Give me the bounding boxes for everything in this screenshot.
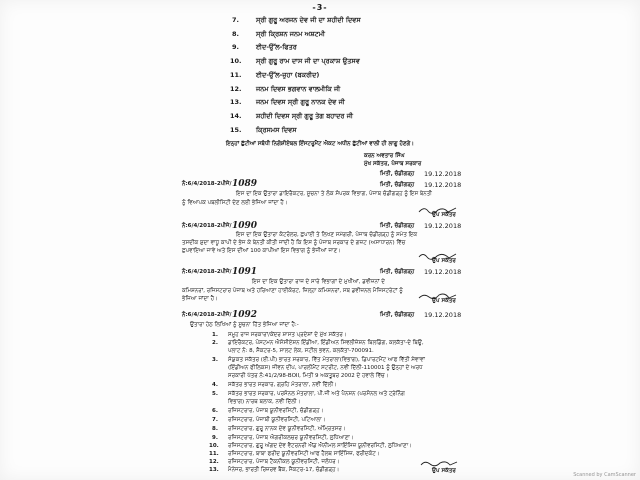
list-number: 9.	[232, 43, 239, 51]
list-number: 8.	[232, 30, 239, 38]
list-item: (ਇੰਡੀਅਨ ਫੀਲਿਕਸ) ਜੀਵਨ ਦੀਪ, ਪਾਰਲੀਮੈਂਟ ਸਟਰੀਟ, ਨਵੀਂ ਦਿੱਲੀ-110001 ਨੂੰ ਉਨ੍ਹਾਂ ਦੇ ਅਰਧ	[228, 365, 423, 371]
list-item: ਸਕੱਤਰ ਭਾਰਤ ਸਰਕਾਰ, ਗ੍ਰਹਿ ਮੰਤਰਾਲਾ, ਨਵੀਂ ਦਿੱਲੀ।	[228, 382, 337, 388]
list-number: 11.	[230, 71, 242, 79]
endorsement-body-line: ਇਸ ਦਾ ਇਕ ਉਤਾਰਾ ਡਾਇਰੈਕਟਰ, ਸੂਚਨਾ ਤੇ ਲੋਕ ਸੰਪਰਕ ਵਿਭਾਗ, ਪੰਜਾਬ ਚੰਡੀਗੜ੍ਹ ਨੂੰ ਇਸ ਬੇਨਤੀ	[236, 191, 432, 197]
endorsement-ref-number: 1092	[232, 310, 258, 320]
list-number: 3.	[212, 357, 218, 363]
endorsement-date-label: ਮਿਤੀ, ਚੰਡੀਗੜ੍ਹ	[380, 312, 415, 318]
page-number: -3-	[312, 3, 328, 12]
list-number: 11.	[209, 451, 219, 457]
list-number: 6.	[212, 408, 218, 414]
endorsement-sig-label: ਉਪ ਸਕੱਤਰ	[432, 298, 456, 304]
list-item: ਸਕੱਤਰ ਭਾਰਤ ਸਰਕਾਰ, ਪਰਸੋਨਲ ਮੰਤਰਾਲਾ, ਪੀ.ਜੀ ਅਤੇ ਪੈਨਸ਼ਨ (ਪਰਸੋਨਲ ਅਤੇ ਟ੍ਰੇਨਿੰਗ	[228, 391, 405, 397]
endorsement-ref: ਨੰ:6/4/2018-2ਪੀਜੇ/	[182, 312, 232, 318]
list-number: 7.	[212, 417, 218, 423]
endorsement-body-line: ਉਤਾਰਾ ਹੇਠ ਲਿਖਿਆਂ ਨੂੰ ਸੂਚਨਾ ਹਿੱਤ ਭੇਜਿਆ ਜਾਂਦਾ ਹੈ:-	[190, 322, 299, 328]
endorsement-sig-label: ਉਪ ਸਕੱਤਰ	[432, 212, 456, 218]
signatory-designation: ਮੁੱਖ ਸਕੱਤਰ, ਪੰਜਾਬ ਸਰਕਾਰ	[364, 161, 422, 167]
list-number: 9.	[212, 435, 218, 441]
endorsement-date-label: ਮਿਤੀ, ਚੰਡੀਗੜ੍ਹ	[380, 269, 415, 275]
list-number: 15.	[230, 126, 242, 134]
endorsement-body-line: ਭੇਜਿਆ ਜਾਂਦਾ ਹੈ।	[182, 296, 218, 302]
list-item: ਸ਼ਹੀਦੀ ਦਿਵਸ ਸ੍ਰੀ ਗੁਰੂ ਤੇਗ ਬਹਾਦਰ ਜੀ	[256, 112, 353, 120]
closing-line: ਇਨ੍ਹਾਂ ਛੁੱਟੀਆਂ ਸਬੰਧੀ ਨਿਗੋਸ਼ੀਏਬਲ ਇੰਸਟਰੂਮੈਂਟ ਐਕਟ ਅਧੀਨ ਛੁੱਟੀਆਂ ਵਾਲੀ ਹੀ ਲਾਗੂ ਹੋਣਗੇ।	[226, 141, 415, 147]
endorsement-body-line: ਛਪਵਾਇਆ ਜਾਵੇ ਅਤੇ ਇਸ ਦੀਆਂ 100 ਕਾਪੀਆਂ ਇਸ ਵਿਭਾਗ ਨੂੰ ਭੇਜੀਆਂ ਜਾਣ।	[182, 248, 341, 254]
signatory-date-label: ਮਿਤੀ, ਚੰਡੀਗੜ੍ਹ	[380, 171, 415, 177]
list-number: 10.	[209, 443, 219, 449]
endorsement-date: 19.12.2018	[424, 181, 462, 189]
list-number: 7.	[232, 16, 239, 24]
endorsement-body-line: ਕਮਿਸ਼ਨਰਾਂ, ਰਜਿਸਟਰਾਰ ਪੰਜਾਬ ਅਤੇ ਹਰਿਆਣਾ ਹਾਈਕੋਰਟ, ਜ਼ਿਲ੍ਹਾ ਕਮਿਸ਼ਨਰਾਂ, ਸਬ ਡਵੀਜ਼ਨਲ ਮੈਜਿਸਟਰੇਟਾਂ ਨੂੰ	[182, 288, 403, 294]
list-number: 5.	[212, 391, 218, 397]
endorsement-date: 19.12.2018	[424, 222, 462, 230]
list-item: ਰਜਿਸਟਰਾਰ, ਬਾਬਾ ਫਰੀਦ ਯੂਨੀਵਰਸਿਟੀ ਆਫ ਹੈਲਥ ਸਾਇੰਸਿਜ਼, ਫਰੀਦਕੋਟ।	[228, 451, 380, 457]
list-item: ਵਿਭਾਗ) ਨਾਰਥ ਬਲਾਕ, ਨਵੀਂ ਦਿੱਲੀ।	[228, 399, 301, 405]
endorsement-body-line: ਇਸ ਦਾ ਇਕ ਉਤਾਰਾ ਰਾਜ ਦੇ ਸਾਰੇ ਵਿਭਾਗਾਂ ਦੇ ਮੁਖੀਆਂ, ਡਵੀਜ਼ਨਾਂ ਦੇ	[252, 279, 385, 285]
list-item: ਜਨਮ ਦਿਵਸ ਭਗਵਾਨ ਵਾਲਮੀਕਿ ਜੀ	[256, 85, 341, 93]
list-item: ਡਾਇਰੈਕਟਰ, ਪੋਸਟਮਨ ਐਸੋਸੀਏਸ਼ਨ ਇੰਡੀਆ, ਇੰਡੀਅਨ ਸਿਵਲੀਜ਼ੇਸ਼ਨ ਬਿਲਡਿੰਗ, ਕਲਕੱਤਾ-ਦੇ ਬਿਊ,	[228, 340, 424, 346]
list-item: ਰਜਿਸਟਰਾਰ, ਪੰਜਾਬ ਐਗਰੀਕਲਚਰ ਯੂਨੀਵਰਸਿਟੀ, ਲੁਧਿਆਣਾ।	[228, 435, 354, 441]
endorsement-ref-number: 1089	[232, 179, 258, 189]
endorsement-sig-label: ਉਪ ਸਕੱਤਰ	[432, 258, 456, 264]
list-number: 12.	[230, 85, 242, 93]
scanner-watermark: Scanned by CamScanner	[573, 472, 636, 478]
list-item: ਪਲਾਟ ਨੰ: 8, ਸੈਕਟਰ-5, ਸਾਲਟ ਲੇਕ, ਸਟੀਲ ਭਵਨ, ਕਲਕੱਤਾ-700091.	[228, 348, 374, 354]
signatory-date: 19.12.2018	[424, 170, 462, 178]
list-item: ਰਜਿਸਟਰਾਰ, ਪੰਜਾਬੀ ਯੂਨੀਵਰਸਿਟੀ, ਪਟਿਆਲਾ।	[228, 417, 326, 423]
list-item: ਸ੍ਰੀ ਕ੍ਰਿਸ਼ਨ ਜਨਮ ਅਸ਼ਟਮੀ	[256, 30, 325, 38]
list-number: 4.	[212, 382, 218, 388]
endorsement-date-label: ਮਿਤੀ, ਚੰਡੀਗੜ੍ਹ	[380, 182, 415, 188]
list-item: ਕ੍ਰਿਸਮਸ ਦਿਵਸ	[256, 126, 297, 134]
list-item: ਈਦ-ਉੱਲ-ਜ਼ੁਹਾ (ਬਕਰੀਦ)	[256, 71, 320, 79]
list-item: ਜਨਮ ਦਿਵਸ ਸ੍ਰੀ ਗੁਰੂ ਨਾਨਕ ਦੇਵ ਜੀ	[256, 98, 345, 106]
list-number: 13.	[230, 98, 242, 106]
final-sig-label: ਉਪ ਸਕੱਤਰ	[432, 468, 456, 474]
endorsement-ref: ਨੰ:6/4/2018-2ਪੀਜੇ/	[182, 223, 232, 229]
signature-scrawl	[420, 459, 458, 468]
list-number: 10.	[230, 57, 242, 65]
list-item: ਮੈਨੇਜਰ, ਭਾਰਤੀ ਰਿਜ਼ਰਵ ਬੈਂਕ, ਸੈਕਟਰ-17, ਚੰਡੀਗੜ੍ਹ।	[228, 467, 340, 473]
list-number: 2.	[212, 340, 218, 346]
endorsement-body-line: ਨੂੰ ਵਿਆਪਕ ਪਬਲੀਸਿਟੀ ਦੇਣ ਲਈ ਭੇਜਿਆ ਜਾਂਦਾ ਹੈ।	[182, 200, 288, 206]
list-item: ਰਜਿਸਟਰਾਰ, ਪੰਜਾਬ ਟੈਕਨੀਕਲ ਯੂਨੀਵਰਸਿਟੀ, ਜਲੰਧਰ।	[228, 459, 340, 465]
signatory-name: ਕਰਨ ਅਵਤਾਰ ਸਿੰਘ	[364, 153, 405, 159]
list-item: ਰਜਿਸਟਰਾਰ, ਗੁਰੂ ਨਾਨਕ ਦੇਵ ਯੂਨੀਵਰਸਿਟੀ, ਅੰਮ੍ਰਿਤਸਰ।	[228, 426, 346, 432]
list-number: 12.	[209, 459, 219, 465]
list-item: ਈਦ-ਉੱਲ-ਫਿਤਰ	[256, 43, 297, 51]
list-number: 1.	[212, 332, 218, 338]
list-item: ਸੰਯੁਕਤ ਸਕੱਤਰ (ਈ.ਪੀ) ਭਾਰਤ ਸਰਕਾਰ, ਵਿੱਤ ਮੰਤਰਾਲਾ(ਵਿਭਾਗ), ਡਿਪਾਰਟਮੈਂਟ ਆਫ ਵਿੱਤੀ ਸੇਵਾਵਾਂ	[228, 357, 425, 363]
endorsement-ref: ਨੰ:6/4/2018-2ਪੀਜੇ/	[182, 181, 232, 187]
list-item: ਸ੍ਰੀ ਗੁਰੂ ਅਰਜਨ ਦੇਵ ਜੀ ਦਾ ਸ਼ਹੀਦੀ ਦਿਵਸ	[256, 16, 361, 24]
endorsement-body-line: ਤਸਦੀਕ ਸ਼ੁਦਾ ਵਾਧੂ ਕਾਪੀ ਦੇ ਭੇਜ ਕੇ ਬੇਨਤੀ ਕੀਤੀ ਜਾਂਦੀ ਹੈ ਕਿ ਇਸ ਨੂੰ ਪੰਜਾਬ ਸਰਕਾਰ ਦੇ ਗਜ਼ਟ (ਅਸਾਧਾਰਨ) ਵਿੱਚ	[182, 240, 406, 246]
list-item: ਸ੍ਰੀ ਗੁਰੂ ਰਾਮ ਦਾਸ ਜੀ ਦਾ ਪ੍ਰਕਾਸ਼ ਉਤਸਵ	[256, 57, 360, 65]
list-item: ਰਜਿਸਟਰਾਰ, ਪੰਜਾਬ ਯੂਨੀਵਰਸਿਟੀ, ਚੰਡੀਗੜ੍ਹ।	[228, 408, 324, 414]
endorsement-date: 19.12.2018	[424, 311, 462, 319]
list-number: 14.	[230, 112, 242, 120]
endorsement-date-label: ਮਿਤੀ, ਚੰਡੀਗੜ੍ਹ	[380, 223, 415, 229]
endorsement-ref-number: 1091	[232, 267, 258, 277]
endorsement-ref-number: 1090	[232, 221, 258, 231]
endorsement-date: 19.12.2018	[424, 268, 462, 276]
list-number: 8.	[212, 426, 218, 432]
endorsement-body-line: ਇਸ ਦਾ ਇਕ ਉਤਾਰਾ ਕੰਟਰੋਲਰ, ਛਪਾਈ ਤੇ ਲਿਖਣ ਸਮੱਗਰੀ, ਪੰਜਾਬ ਚੰਡੀਗੜ੍ਹ ਨੂੰ ਸਮੇਤ ਇਕ	[236, 232, 418, 238]
endorsement-ref: ਨੰ:6/4/2018-2ਪੀਜੇ/	[182, 269, 232, 275]
list-number: 13.	[209, 467, 219, 473]
list-item: ਸਰਕਾਰੀ ਪੱਤਰ ਨੰ:41/2/98-BOII, ਮਿਤੀ 9 ਅਕਤੂਬਰ 2002 ਦੇ ਹਵਾਲੇ ਵਿੱਚ।	[228, 373, 389, 379]
list-item: ਰਜਿਸਟਰਾਰ, ਗੁਰੂ ਅੰਗਦ ਦੇਵ ਵੈਟਰਨਰੀ ਐਂਡ ਐਨੀਮਲ ਸਾਇੰਸਿਜ਼ ਯੂਨੀਵਰਸਿਟੀ, ਲੁਧਿਆਣਾ।	[228, 443, 412, 449]
list-item: ਸਮੂਹ ਰਾਜ ਸਰਕਾਰਾਂ/ਕੇਂਦਰ ਸ਼ਾਸਤ ਪ੍ਰਦੇਸ਼ਾਂ ਦੇ ਮੁੱਖ ਸਕੱਤਰ।	[228, 332, 347, 338]
